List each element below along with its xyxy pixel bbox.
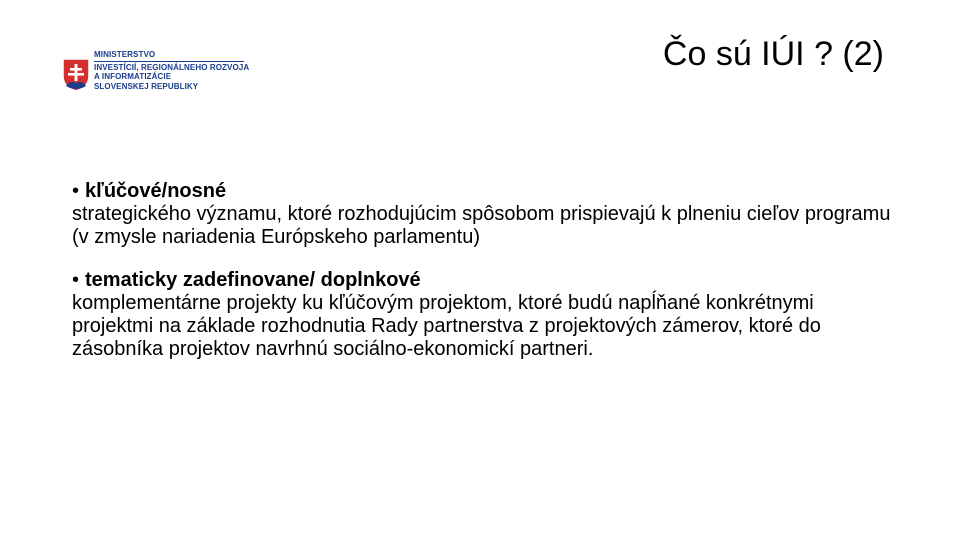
bullet-item xyxy=(72,269,892,361)
ministry-logo xyxy=(62,50,272,100)
logo-line: A INFORMATIZÁCIE xyxy=(94,72,172,81)
bullet-heading-row xyxy=(72,180,892,203)
bullet-heading: tematicky zadefinovane/ doplnkové xyxy=(85,269,421,291)
logo-line: MINISTERSTVO xyxy=(94,50,244,62)
bullet-heading-row xyxy=(72,269,892,292)
slide-title: Čo sú IÚI ? (2) xyxy=(662,35,884,73)
slide-content xyxy=(72,180,892,381)
bullet-description: strategického významu, ktoré rozhodujúcim spôsobom prispievajú k plneniu cieľov programu (v zmysle nariadenia Európskeho parlamentu) xyxy=(72,203,891,248)
logo-line: INVESTÍCIÍ, REGIONÁLNEHO ROZVOJA xyxy=(94,62,250,72)
bullet-heading: kľúčové/nosné xyxy=(85,180,227,202)
bullet-icon: • xyxy=(72,269,80,291)
bullet-description: komplementárne projekty ku kľúčovým projektom, ktoré budú napĺňané konkrétnymi projektmi na základe rozhodnutia Rady partnerstva z projektových zámerov, ktoré do zásobníka projektov navrhnú sociálno-ekonomickí partneri. xyxy=(72,292,821,360)
bullet-icon: • xyxy=(72,180,80,202)
slovak-coat-of-arms-icon xyxy=(62,58,90,92)
logo-text xyxy=(94,50,249,91)
logo-line: SLOVENSKEJ REPUBLIKY xyxy=(94,81,199,91)
bullet-item xyxy=(72,180,892,249)
